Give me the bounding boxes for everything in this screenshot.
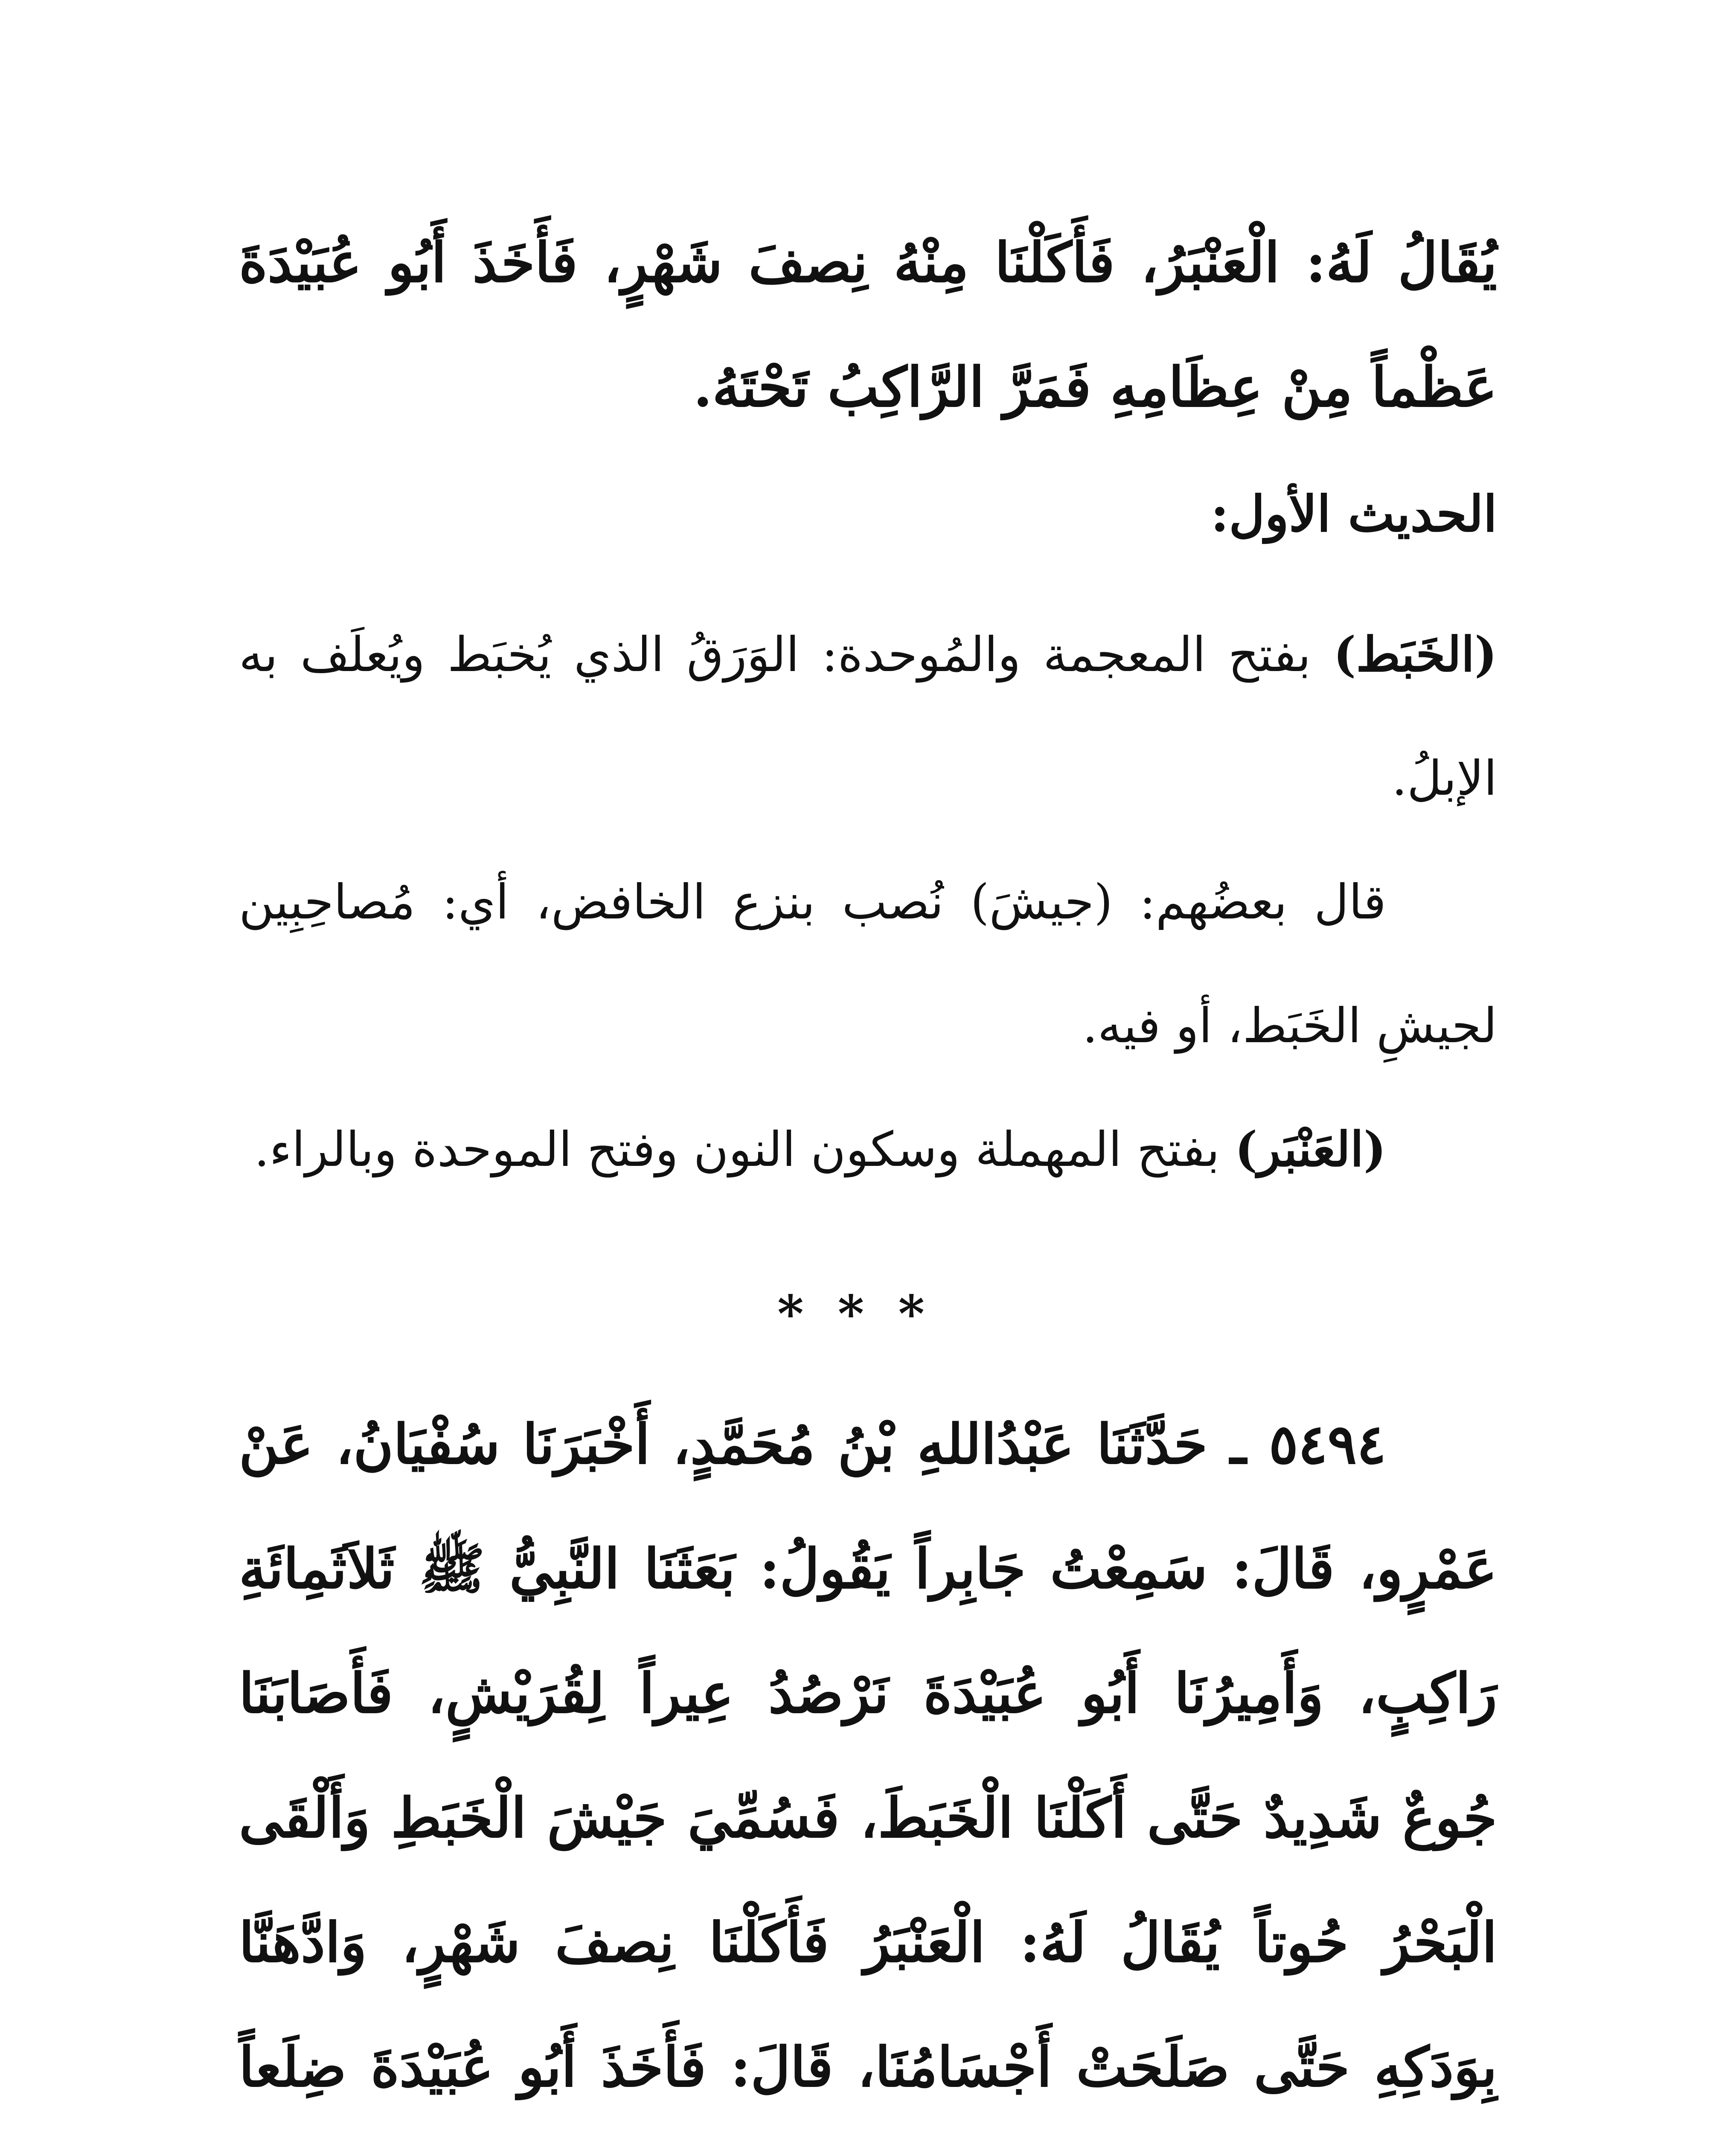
- term-khabat: (الخَبَط): [1333, 627, 1497, 683]
- commentary-paragraph-khabat: [239, 593, 1497, 840]
- commentary-heading-text: الحديث الأول:: [1210, 485, 1497, 543]
- section-separator: ***: [777, 1284, 959, 1343]
- commentary-paragraph-jaysh: [239, 840, 1497, 1088]
- commentary-jaysh-text: قال بعضُهم: (جيشَ) نُصب بنزع الخافض، أي: مُصاحِبِين لجيشِ الخَبَط، أو فيه.: [239, 875, 1497, 1054]
- hadith-text: ٥٤٩٤ ـ حَدَّثَنَا عَبْدُاللهِ بْنُ مُحَمَّدٍ، أَخْبَرَنَا سُفْيَانُ، عَنْ عَمْرٍو، قَالَ: سَمِعْتُ جَابِراً يَقُولُ: بَعَثَنَا النَّبِيُّ ﷺ ثَلاَثَمِائَةِ رَاكِبٍ، وَأَمِيرُنَا أَبُو عُبَيْدَةَ نَرْصُدُ عِيراً لِقُرَيْشٍ، فَأَصَابَنَا جُوعٌ شَدِيدٌ حَتَّى أَكَلْنَا الْخَبَطَ، فَسُمِّيَ جَيْشَ الْخَبَطِ وَأَلْقَى الْبَحْرُ حُوتاً يُقَالُ لَهُ: الْعَنْبَرُ فَأَكَلْنَا نِصفَ شَهْرٍ، وَادَّهَنَّا بِوَدَكِهِ حَتَّى صَلَحَتْ أَجْسَامُنَا، قَالَ: فَأَخَذَ أَبُو عُبَيْدَةَ ضِلَعاً: [239, 1412, 1497, 2099]
- commentary-anbar-text: بفتح المهملة وسكون النون وفتح الموحدة وبالراء.: [254, 1122, 1235, 1177]
- term-anbar: (العَنْبَر): [1235, 1122, 1386, 1177]
- commentary-section: [239, 593, 1497, 1212]
- commentary-khabat-text: بفتح المعجمة والمُوحدة: الوَرَقُ الذي يُخبَط ويُعلَف به الإبلُ.: [239, 627, 1497, 806]
- commentary-heading: [239, 461, 1497, 567]
- continuation-text: يُقَالُ لَهُ: الْعَنْبَرُ، فَأَكَلْنَا مِنْهُ نِصفَ شَهْرٍ، فَأَخَذَ أَبُو عُبَيْدَةَ عَظْماً مِنْ عِظَامِهِ فَمَرَّ الرَّاكِبُ تَحْتَهُ.: [239, 231, 1497, 419]
- continuation-paragraph: [239, 201, 1497, 450]
- hadith-paragraph: [239, 1382, 1497, 2133]
- commentary-paragraph-anbar: [239, 1088, 1497, 1212]
